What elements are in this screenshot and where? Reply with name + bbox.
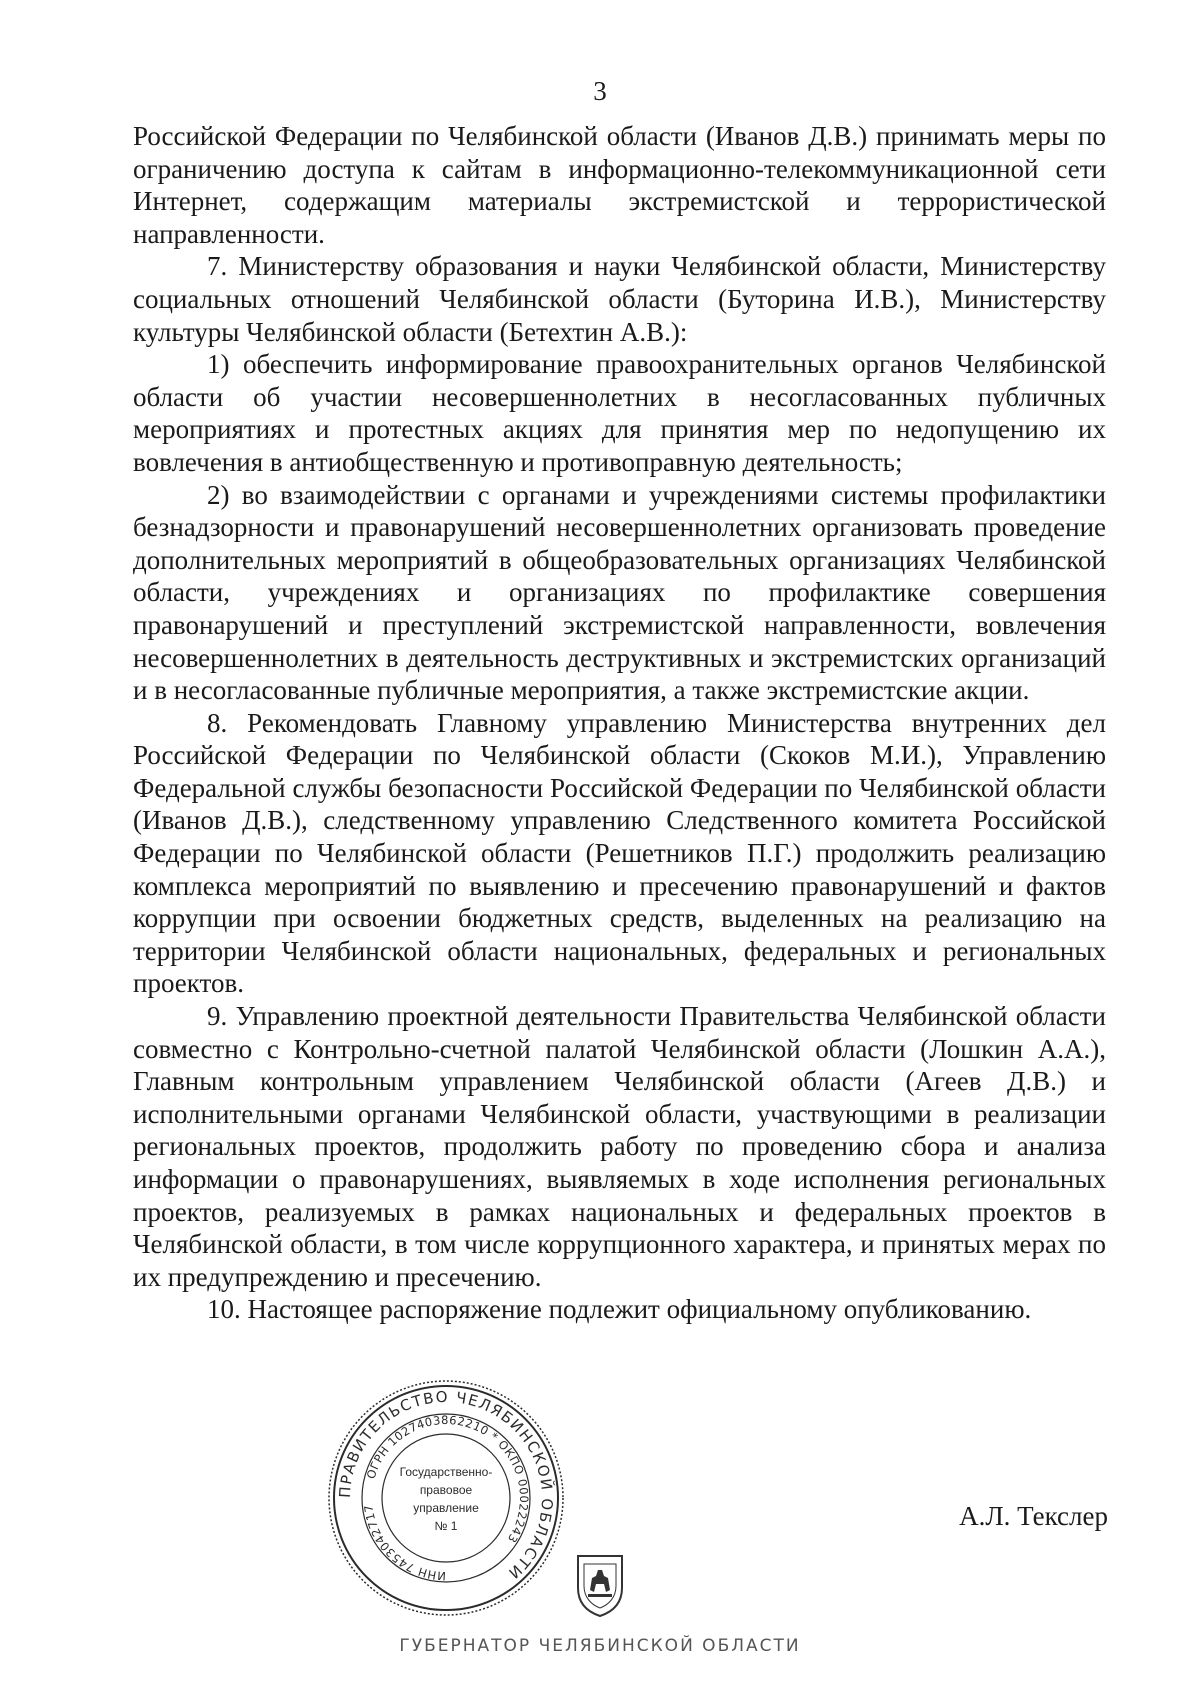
stamp-center-line-4: № 1 — [434, 1519, 458, 1533]
document-body — [133, 120, 1106, 1326]
svg-text:ИНН 7453042717 — [361, 1504, 446, 1583]
paragraph-item-8: 8. Рекомендовать Главному управлению Министерства внутренних дел Российской Федерации по Челябинской области (Скоков М.И.), Управлению Федеральной службы безопасности Российской Федерации по Челябинской области (Иванов Д.В.), следственному управлению Следственного комитета Российской Федерации по Челябинской области (Решетников П.Г.) продолжить реализацию комплекса мероприятий по выявлению и пресечению правонарушений и фактов коррупции при освоении бюджетных средств, выделенных на реализацию на территории Челябинской области национальных, федеральных и региональных проектов. — [133, 707, 1106, 999]
coat-of-arms-icon — [574, 1552, 626, 1618]
stamp-ogrn-text: ОГРН 1027403862210 * ОКПО 00022243 — [363, 1412, 532, 1546]
stamp-outer-text: ПРАВИТЕЛЬСТВО ЧЕЛЯБИНСКОЙ ОБЛАСТИ — [335, 1387, 557, 1583]
footer-title: ГУБЕРНАТОР ЧЕЛЯБИНСКОЙ ОБЛАСТИ — [399, 1636, 801, 1656]
stamp-center-line-1: Государственно- — [399, 1465, 493, 1479]
stamp-center-line-3: управление — [413, 1501, 479, 1515]
paragraph-subitem-2: 2) во взаимодействии с органами и учреждениями системы профилактики безнадзорности и правонарушений несовершеннолетних организовать проведение дополнительных мероприятий в общеобразовательных организациях Челябинской области, учреждениях и организациях по профилактике совершения правонарушений и преступлений экстремистской направленности, вовлечения несовершеннолетних в деятельность деструктивных и экстремистских организаций и в несогласованные публичные мероприятия, а также экстремистские акции. — [133, 479, 1106, 706]
paragraph-continuation: Российской Федерации по Челябинской области (Иванов Д.В.) принимать меры по ограничению доступа к сайтам в информационно-телекоммуникационной сети Интернет, содержащим материалы экстремистской и террористической направленности. — [133, 121, 1106, 249]
page-number: 3 — [593, 76, 607, 106]
signatory-name: А.Л. Текслер — [959, 1501, 1108, 1531]
stamp-center-line-2: правовое — [419, 1483, 473, 1497]
paragraph-item-9: 9. Управлению проектной деятельности Правительства Челябинской области совместно с Контрольно-счетной палатой Челябинской области (Лошкин А.А.), Главным контрольным управлением Челябинской области (Агеев Д.В.) и исполнительными органами Челябинской области, участвующими в реализации региональных проектов, продолжить работу по проведению сбора и анализа информации о правонарушениях, выявляемых в ходе исполнения региональных проектов, реализуемых в рамках национальных и федеральных проектов в Челябинской области, в том числе коррупционного характера, и принятых мерах по их предупреждению и пресечению. — [133, 1001, 1106, 1292]
official-stamp — [326, 1378, 566, 1618]
stamp-inn-text: ИНН 7453042717 — [361, 1503, 447, 1584]
paragraph-subitem-1: 1) обеспечить информирование правоохранительных органов Челябинской области об участии несовершеннолетних в несогласованных публичных мероприятиях и протестных акциях для принятия мер по недопущению их вовлечения в антиобщественную и противоправную деятельность; — [133, 349, 1106, 477]
paragraph-item-7: 7. Министерству образования и науки Челябинской области, Министерству социальных отношений Челябинской области (Буторина И.В.), Министерству культуры Челябинской области (Бетехтин А.В.): — [133, 251, 1106, 347]
paragraph-item-10: 10. Настоящее распоряжение подлежит официальному опубликованию. — [207, 1294, 1032, 1325]
